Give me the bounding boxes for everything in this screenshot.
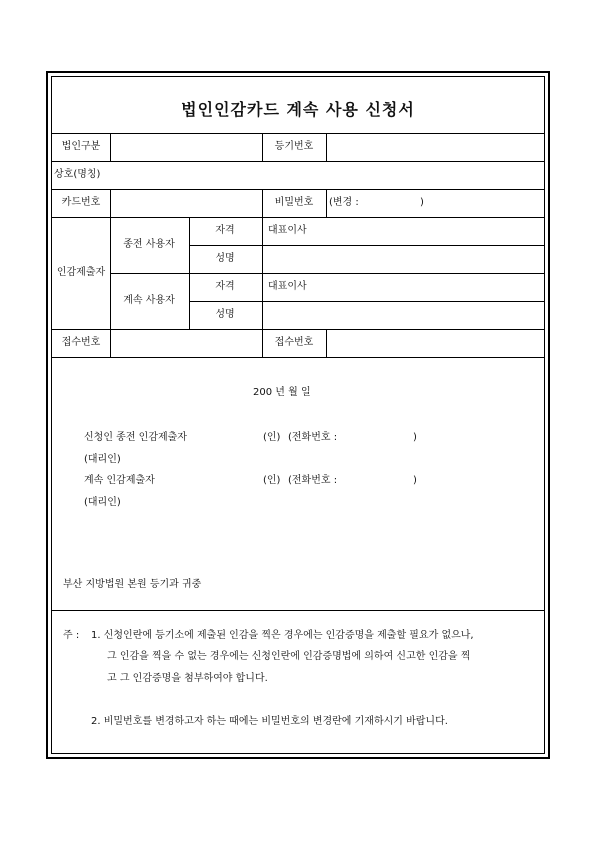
agent-label: (대리인) (84, 497, 121, 508)
phone-close-paren: ) (413, 475, 417, 486)
cont-qualification-value[interactable]: 대표이사 (268, 281, 307, 292)
receipt-no-label: 접수번호 (61, 337, 101, 348)
receipt-no-field[interactable] (111, 330, 262, 357)
prev-user-label: 종전 사용자 (123, 239, 175, 250)
corp-type-field[interactable] (111, 134, 262, 161)
application-form (46, 71, 550, 759)
form-inner-border (51, 76, 545, 754)
phone-field[interactable] (350, 470, 410, 490)
prev-qualification-value[interactable]: 대표이사 (268, 225, 307, 236)
reg-no-field[interactable] (327, 134, 548, 161)
password-close-paren: ) (420, 197, 424, 208)
divider (262, 133, 263, 161)
agent-label: (대리인) (84, 454, 121, 465)
divider (326, 189, 327, 217)
password-change-label: (변경 : (329, 197, 359, 208)
phone-close-paren: ) (413, 432, 417, 443)
form-title: 법인인감카드 계속 사용 신청서 (181, 100, 415, 119)
cont-qualification-label: 자격 (215, 281, 235, 292)
addressee: 부산 지방법원 본원 등기과 귀중 (63, 579, 202, 590)
receipt-no-label-2: 접수번호 (274, 337, 314, 348)
prev-name-label: 성명 (215, 253, 235, 264)
password-label: 비밀번호 (274, 197, 314, 208)
prev-name-field[interactable] (263, 246, 548, 273)
prev-qualification-label: 자격 (215, 225, 235, 236)
applicant-cont-label: 계속 인감제출자 (84, 475, 155, 486)
applicant-prev-label: 신청인 종전 인감제출자 (84, 432, 187, 443)
note-1-line-3: 고 그 인감증명을 첨부하여야 합니다. (107, 673, 268, 684)
divider (52, 610, 544, 611)
note-1-line-2: 그 인감을 찍을 수 없는 경우에는 신청인란에 인감증명법에 의하여 신고한 인감을 찍 (107, 651, 471, 662)
divider (110, 273, 544, 274)
trade-name-label: 상호(명칭) (54, 169, 101, 180)
note-2: 2. 비밀번호를 변경하고자 하는 때에는 비밀번호의 변경란에 기재하시기 바랍니다. (91, 716, 448, 727)
cont-name-label: 성명 (215, 309, 235, 320)
notes-prefix: 주 : (63, 630, 80, 641)
divider (52, 357, 544, 358)
card-no-label: 카드번호 (61, 197, 101, 208)
divider (262, 329, 263, 357)
trade-name-field[interactable] (111, 162, 548, 189)
note-1-line-1: 1. 신청인란에 등기소에 제출된 인감을 찍은 경우에는 인감증명을 제출할 필요가 없으나, (91, 630, 474, 641)
phone-label: (전화번호 : (288, 475, 338, 486)
cont-name-field[interactable] (263, 302, 548, 329)
seal-mark: (인) (263, 475, 281, 486)
corp-type-label: 법인구분 (61, 141, 101, 152)
card-no-field[interactable] (111, 190, 262, 217)
application-date: 200 년 월 일 (253, 387, 311, 398)
seal-submitter-label: 인감제출자 (56, 267, 106, 278)
reg-no-label: 등기번호 (274, 141, 314, 152)
phone-field[interactable] (350, 427, 410, 447)
cont-user-label: 계속 사용자 (123, 295, 175, 306)
divider (52, 217, 544, 218)
seal-mark: (인) (263, 432, 281, 443)
receipt-no-field-2[interactable] (327, 330, 548, 357)
phone-label: (전화번호 : (288, 432, 338, 443)
password-change-field[interactable] (370, 190, 420, 217)
divider (262, 189, 263, 217)
divider (189, 217, 190, 329)
